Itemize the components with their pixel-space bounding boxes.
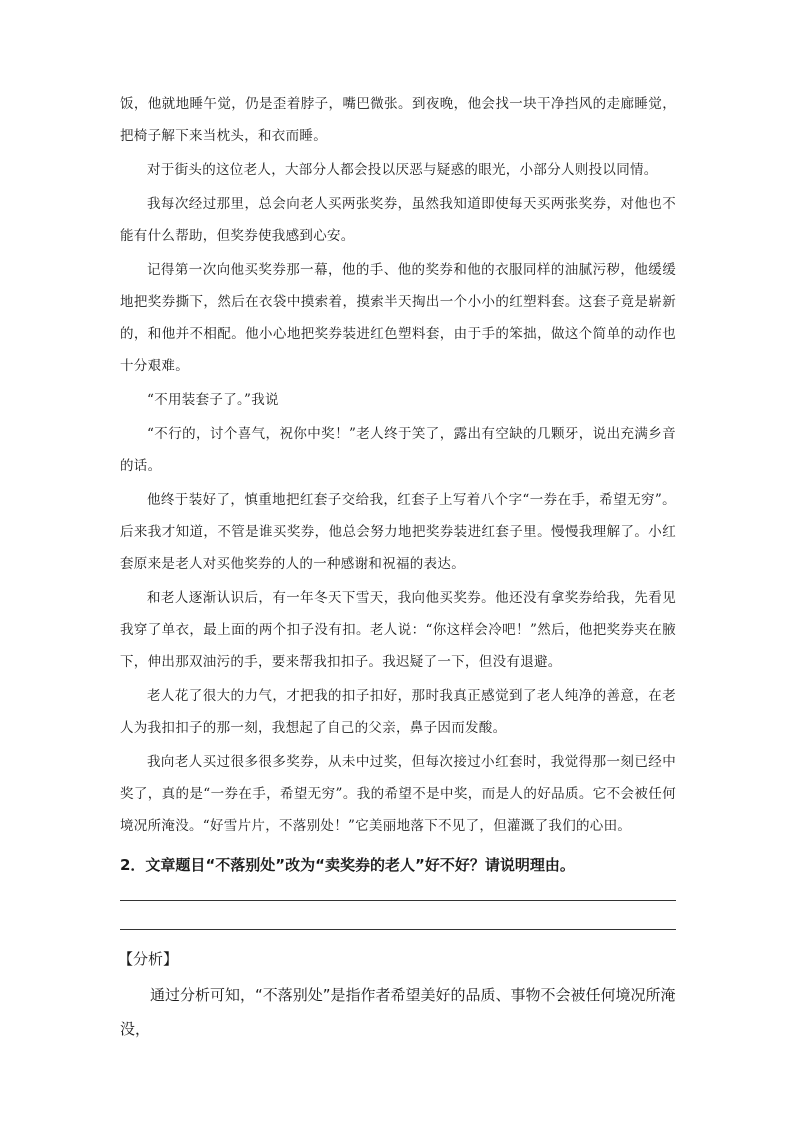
passage-paragraph: “不行的，讨个喜气，祝你中奖！”老人终于笑了，露出有空缺的几颗牙，说出充满乡音的话。: [120, 426, 676, 474]
analysis-tag: 【分析】: [118, 950, 179, 968]
document-page: [120, 88, 676, 1046]
answer-line[interactable]: [120, 880, 676, 901]
passage-paragraph: 我向老人买过很多很多奖券，从未中过奖，但每次接过小红套时，我觉得那一刻已经中奖了，真的是“一券在手，希望无穷”。我的希望不是中奖，而是人的好品质。它不会被任何境况所淹没。“好雪片片，不落别处！”它美丽地落下不见了，但灌溉了我们的心田。: [120, 754, 676, 834]
reading-passage: [120, 88, 676, 842]
passage-paragraph: 老人花了很大的力气，才把我的扣子扣好，那时我真正感觉到了老人纯净的善意，在老人为我扣扣子的那一刻，我想起了自己的父亲，鼻子因而发酸。: [120, 688, 676, 736]
passage-paragraph: 他终于装好了，慎重地把红套子交给我，红套子上写着八个字“一券在手，希望无穷”。后来我才知道，不管是谁买奖券，他总会努力地把奖券装进红套子里。慢慢我理解了。小红套原来是老人对买他奖券的人的一种感谢和祝福的表达。: [120, 492, 676, 572]
passage-paragraph: 饭，他就地睡午觉，仍是歪着脖子，嘴巴微张。到夜晚，他会找一块干净挡风的走廊睡觉，把椅子解下来当枕头，和衣而睡。: [120, 96, 676, 144]
analysis-text: 通过分析可知，“不落别处”是指作者希望美好的品质、事物不会被任何境况所淹没，: [120, 986, 676, 1038]
passage-paragraph: “不用装套子了。”我说: [147, 392, 279, 408]
passage-paragraph: 对于街头的这位老人，大部分人都会投以厌恶与疑惑的眼光，小部分人则投以同情。: [147, 162, 658, 178]
question-text: 2．文章题目“不落别处”改为“卖奖券的老人”好不好？请说明理由。: [120, 856, 575, 874]
passage-paragraph: 和老人逐渐认识后，有一年冬天下雪天，我向他买奖券。他还没有拿奖券给我，先看见我穿了单衣，最上面的两个扣子没有扣。老人说：“你这样会冷吧！”然后，他把奖券夹在腋下，伸出那双油污的手，要来帮我扣扣子。我迟疑了一下，但没有退避。: [120, 590, 676, 670]
passage-paragraph: 记得第一次向他买奖券那一幕，他的手、他的奖券和他的衣服同样的油腻污秽，他缓缓地把奖券撕下，然后在衣袋中摸索着，摸索半天掏出一个小小的红塑料套。这套子竟是崭新的，和他并不相配。他小心地把奖券装进红色塑料套，由于手的笨拙，做这个简单的动作也十分艰难。: [120, 262, 676, 374]
answer-line[interactable]: [120, 901, 676, 930]
passage-paragraph: 我每次经过那里，总会向老人买两张奖券，虽然我知道即使每天买两张奖券，对他也不能有什么帮助，但奖券使我感到心安。: [120, 196, 676, 244]
